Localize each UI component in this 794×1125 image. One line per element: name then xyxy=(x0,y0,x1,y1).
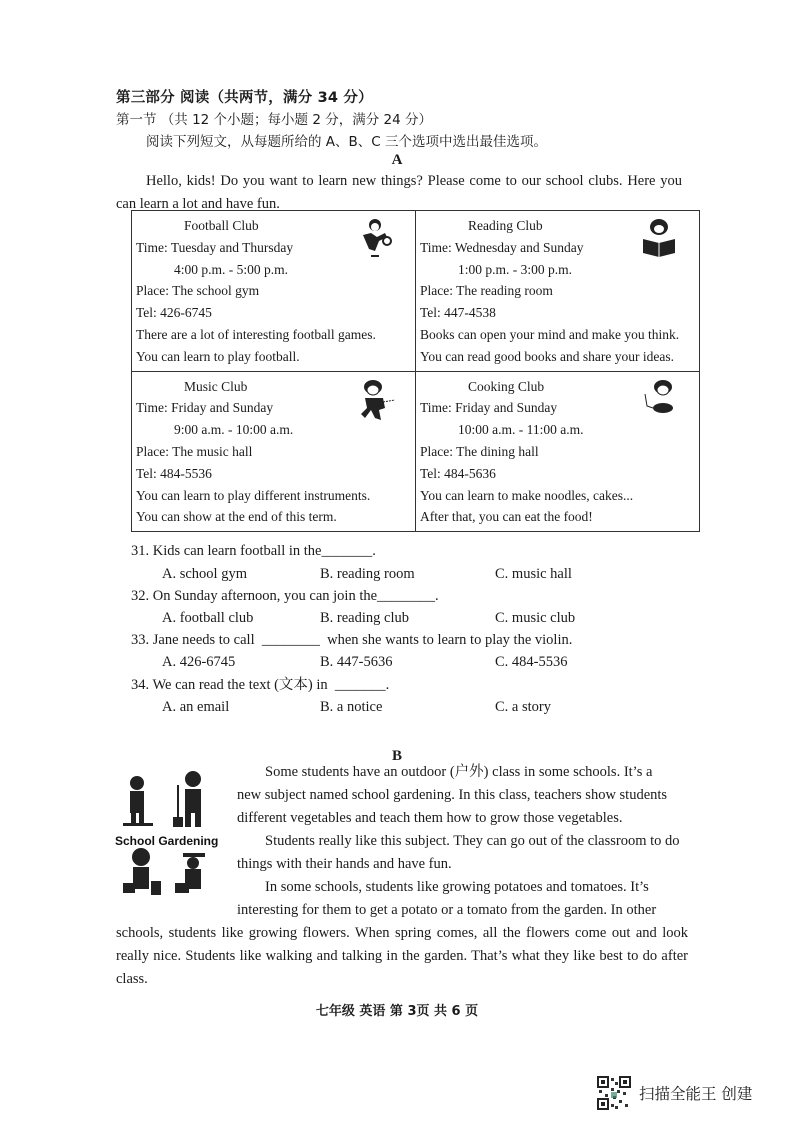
passage-b-line: different vegetables and teach them how to grow those vegetables. xyxy=(237,810,623,826)
club-name: Reading Club xyxy=(468,218,543,233)
question-32-option-b[interactable]: B. reading club xyxy=(320,610,409,626)
instruction: 阅读下列短文，从每题所给的 A、B、C 三个选项中选出最佳选项。 xyxy=(146,134,548,150)
club-tel: Tel: 447-4538 xyxy=(420,305,496,321)
section-title: 第一节 （共 12 个小题；每小题 2 分，满分 24 分） xyxy=(116,112,432,128)
club-desc: You can read good books and share your ideas. xyxy=(420,348,674,364)
club-time-days: Time: Tuesday and Thursday xyxy=(136,239,294,255)
club-tel: Tel: 426-6745 xyxy=(136,305,212,321)
club-desc: There are a lot of interesting football games. xyxy=(136,326,376,342)
passage-b-label: B xyxy=(391,748,402,764)
question-32-option-a[interactable]: A. football club xyxy=(162,610,254,626)
clubs-table xyxy=(131,210,700,532)
club-time-days: Time: Wednesday and Sunday xyxy=(420,239,584,255)
passage-a-label: A xyxy=(391,152,403,168)
club-desc: Books can open your mind and make you think. xyxy=(420,326,680,342)
club-time-hours: 10:00 a.m. - 11:00 a.m. xyxy=(458,422,584,438)
passage-b-line: things with their hands and have fun. xyxy=(237,856,452,872)
club-time-hours: 9:00 a.m. - 10:00 a.m. xyxy=(174,422,294,438)
club-name: Cooking Club xyxy=(468,378,545,394)
image-caption: School Gardening xyxy=(115,834,219,848)
club-tel: Tel: 484-5636 xyxy=(420,465,496,481)
page-footer: 七年级 英语 第 3页 共 6 页 xyxy=(315,1004,479,1019)
question-31-option-a[interactable]: A. school gym xyxy=(162,566,247,582)
question-34-stem: 34. We can read the text (文本) in _______. xyxy=(131,677,390,693)
club-name: Football Club xyxy=(184,218,259,233)
club-tel: Tel: 484-5536 xyxy=(136,465,212,481)
club-desc: After that, you can eat the food! xyxy=(420,509,593,525)
club-place: Place: The dining hall xyxy=(420,443,539,459)
girl-reading-icon xyxy=(639,217,679,261)
question-31-option-b[interactable]: B. reading room xyxy=(320,566,415,582)
passage-b-paragraph: schools, students like growing flowers. When spring comes, all the flowers come out and look really nice. Students like walking and talking in the garden. That’s what they like best to do after class. xyxy=(116,925,688,987)
passage-a-intro: Hello, kids! Do you want to learn new things? Please come to our school clubs. Here you can learn a lot and have fun. xyxy=(116,173,682,212)
watermark-text: 扫描全能王 创建 xyxy=(639,1085,753,1103)
question-34-option-a[interactable]: A. an email xyxy=(162,699,230,715)
question-32-stem: 32. On Sunday afternoon, you can join the________. xyxy=(131,588,439,604)
question-33-stem: 33. Jane needs to call ________ when she wants to learn to play the violin. xyxy=(131,632,573,648)
club-place: Place: The music hall xyxy=(136,443,253,459)
club-time-days: Time: Friday and Sunday xyxy=(420,400,558,416)
club-desc: You can learn to play different instruments. xyxy=(136,487,371,503)
club-desc: You can learn to make noodles, cakes... xyxy=(420,487,634,503)
passage-b-line: new subject named school gardening. In this class, teachers show students xyxy=(237,787,668,803)
club-card-football xyxy=(132,211,416,372)
club-time-hours: 1:00 p.m. - 3:00 p.m. xyxy=(458,261,572,277)
scanner-watermark xyxy=(597,1076,752,1110)
club-name: Music Club xyxy=(184,378,248,394)
question-34-option-c[interactable]: C. a story xyxy=(495,699,551,715)
school-gardening-illustration xyxy=(113,765,233,905)
girl-cooking-icon xyxy=(639,378,679,422)
question-33-option-a[interactable]: A. 426-6745 xyxy=(162,654,236,670)
club-place: Place: The school gym xyxy=(136,283,260,299)
club-desc: You can learn to play football. xyxy=(136,348,300,364)
passage-b-line: Students really like this subject. They can go out of the classroom to do xyxy=(265,833,680,849)
question-33-option-b[interactable]: B. 447-5636 xyxy=(320,654,393,670)
club-time-hours: 4:00 p.m. - 5:00 p.m. xyxy=(174,261,288,277)
club-card-cooking xyxy=(416,371,700,532)
question-31-stem: 31. Kids can learn football in the_______. xyxy=(131,543,376,559)
boy-violin-icon xyxy=(355,378,395,422)
club-place: Place: The reading room xyxy=(420,283,553,299)
gardening-kids-icon xyxy=(113,765,233,905)
passage-b-line: interesting for them to get a potato or a tomato from the garden. In other xyxy=(237,902,657,918)
passage-b-line: In some schools, students like growing potatoes and tomatoes. It’s xyxy=(265,879,649,895)
club-card-music xyxy=(132,371,416,532)
passage-b-line: Some students have an outdoor (户外) class in some schools. It’s a xyxy=(265,764,653,780)
part-title: 第三部分 阅读（共两节，满分 34 分） xyxy=(116,90,373,106)
question-34-option-b[interactable]: B. a notice xyxy=(320,699,383,715)
question-33-option-c[interactable]: C. 484-5536 xyxy=(495,654,568,670)
club-desc: You can show at the end of this term. xyxy=(136,509,337,525)
question-31-option-c[interactable]: C. music hall xyxy=(495,566,572,582)
club-card-reading xyxy=(416,211,700,372)
qr-code-icon xyxy=(597,1076,631,1110)
question-32-option-c[interactable]: C. music club xyxy=(495,610,576,626)
football-player-icon xyxy=(355,217,395,261)
club-time-days: Time: Friday and Sunday xyxy=(136,400,274,416)
